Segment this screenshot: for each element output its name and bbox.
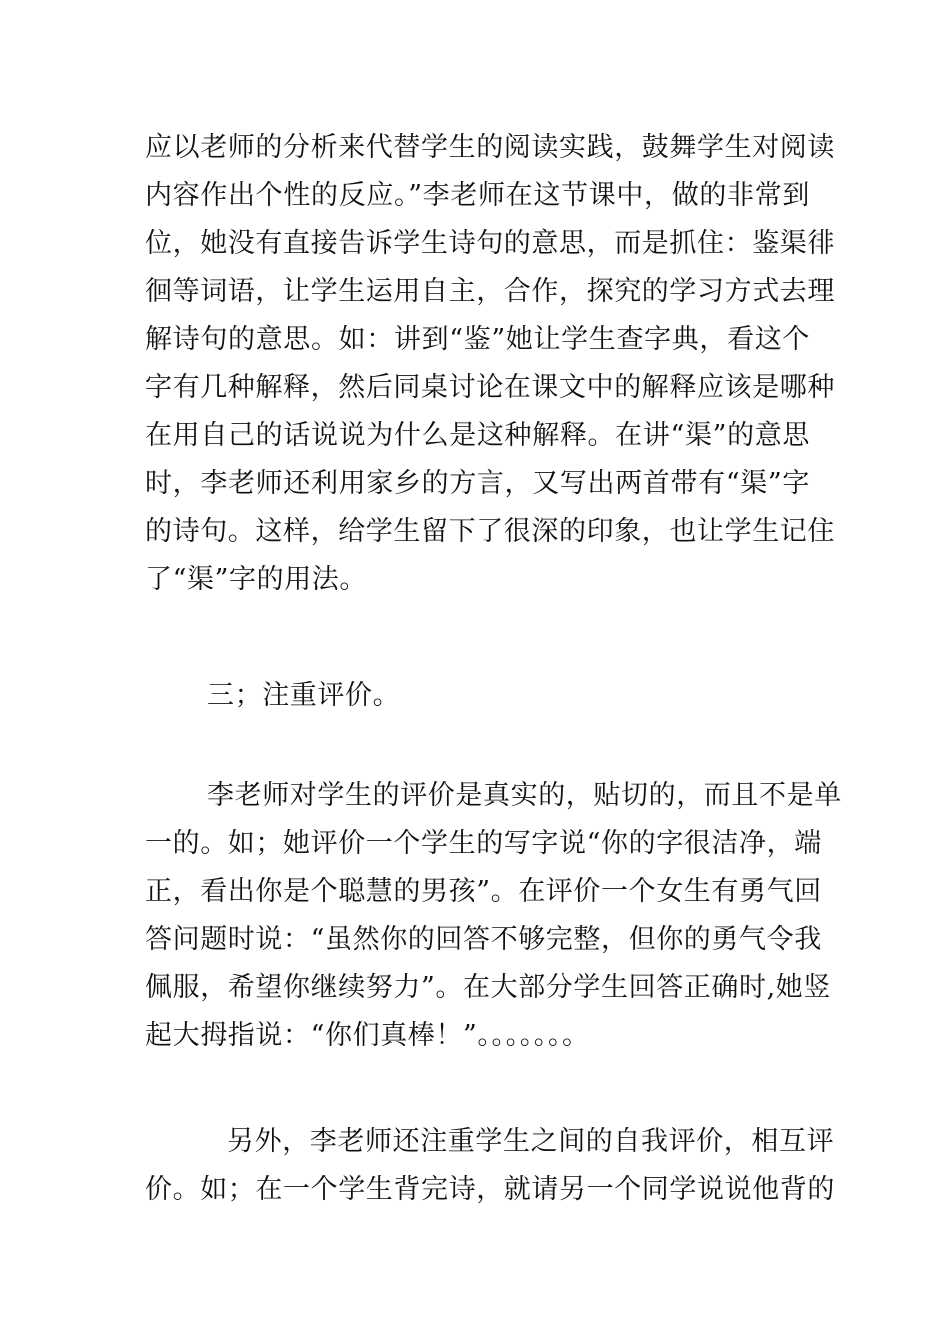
text-line: 的诗句。这样，给学生留下了很深的印象，也让学生记住 [145, 516, 835, 547]
text-line: 答问题时说：“虽然你的回答不够完整，但你的勇气令我 [145, 924, 822, 955]
text-line: 字有几种解释，然后同桌讨论在课文中的解释应该是哪种 [145, 372, 835, 403]
section-heading [145, 672, 810, 720]
text-line: 解诗句的意思。如：讲到“鉴”她让学生查字典，看这个 [145, 324, 810, 355]
text-line: 位，她没有直接告诉学生诗句的意思，而是抓住：鉴渠徘 [145, 228, 835, 259]
text-line: 李老师对学生的评价是真实的，贴切的，而且不是单 [207, 780, 842, 811]
text-line: 起大拇指说：“你们真棒！”。。。。。。。 [145, 1020, 590, 1051]
heading-text: 三；注重评价。 [207, 680, 401, 711]
text-line: 徊等词语，让学生运用自主，合作，探究的学习方式去理 [145, 276, 835, 307]
text-line: 时，李老师还利用家乡的方言，又写出两首带有“渠”字 [145, 468, 810, 499]
text-line: 一的。如；她评价一个学生的写字说“你的字很洁净，端 [145, 828, 822, 859]
body-paragraph-2 [145, 772, 842, 1060]
text-line: 了“渠”字的用法。 [145, 564, 368, 595]
body-paragraph-1 [145, 124, 835, 604]
text-line: 价。如；在一个学生背完诗，就请另一个同学说说他背的 [145, 1174, 835, 1205]
text-line: 正，看出你是个聪慧的男孩”。在评价一个女生有勇气回 [145, 876, 822, 907]
text-line: 内容作出个性的反应。”李老师在这节课中，做的非常到 [145, 180, 810, 211]
text-line: 在用自己的话说说为什么是这种解释。在讲“渠”的意思 [145, 420, 810, 451]
text-line: 佩服，希望你继续努力”。在大部分学生回答正确时,她竖 [145, 972, 831, 1003]
text-line: 应以老师的分析来代替学生的阅读实践，鼓舞学生对阅读 [145, 132, 835, 163]
text-line: 另外，李老师还注重学生之间的自我评价，相互评 [227, 1126, 835, 1157]
body-paragraph-3 [145, 1118, 835, 1214]
